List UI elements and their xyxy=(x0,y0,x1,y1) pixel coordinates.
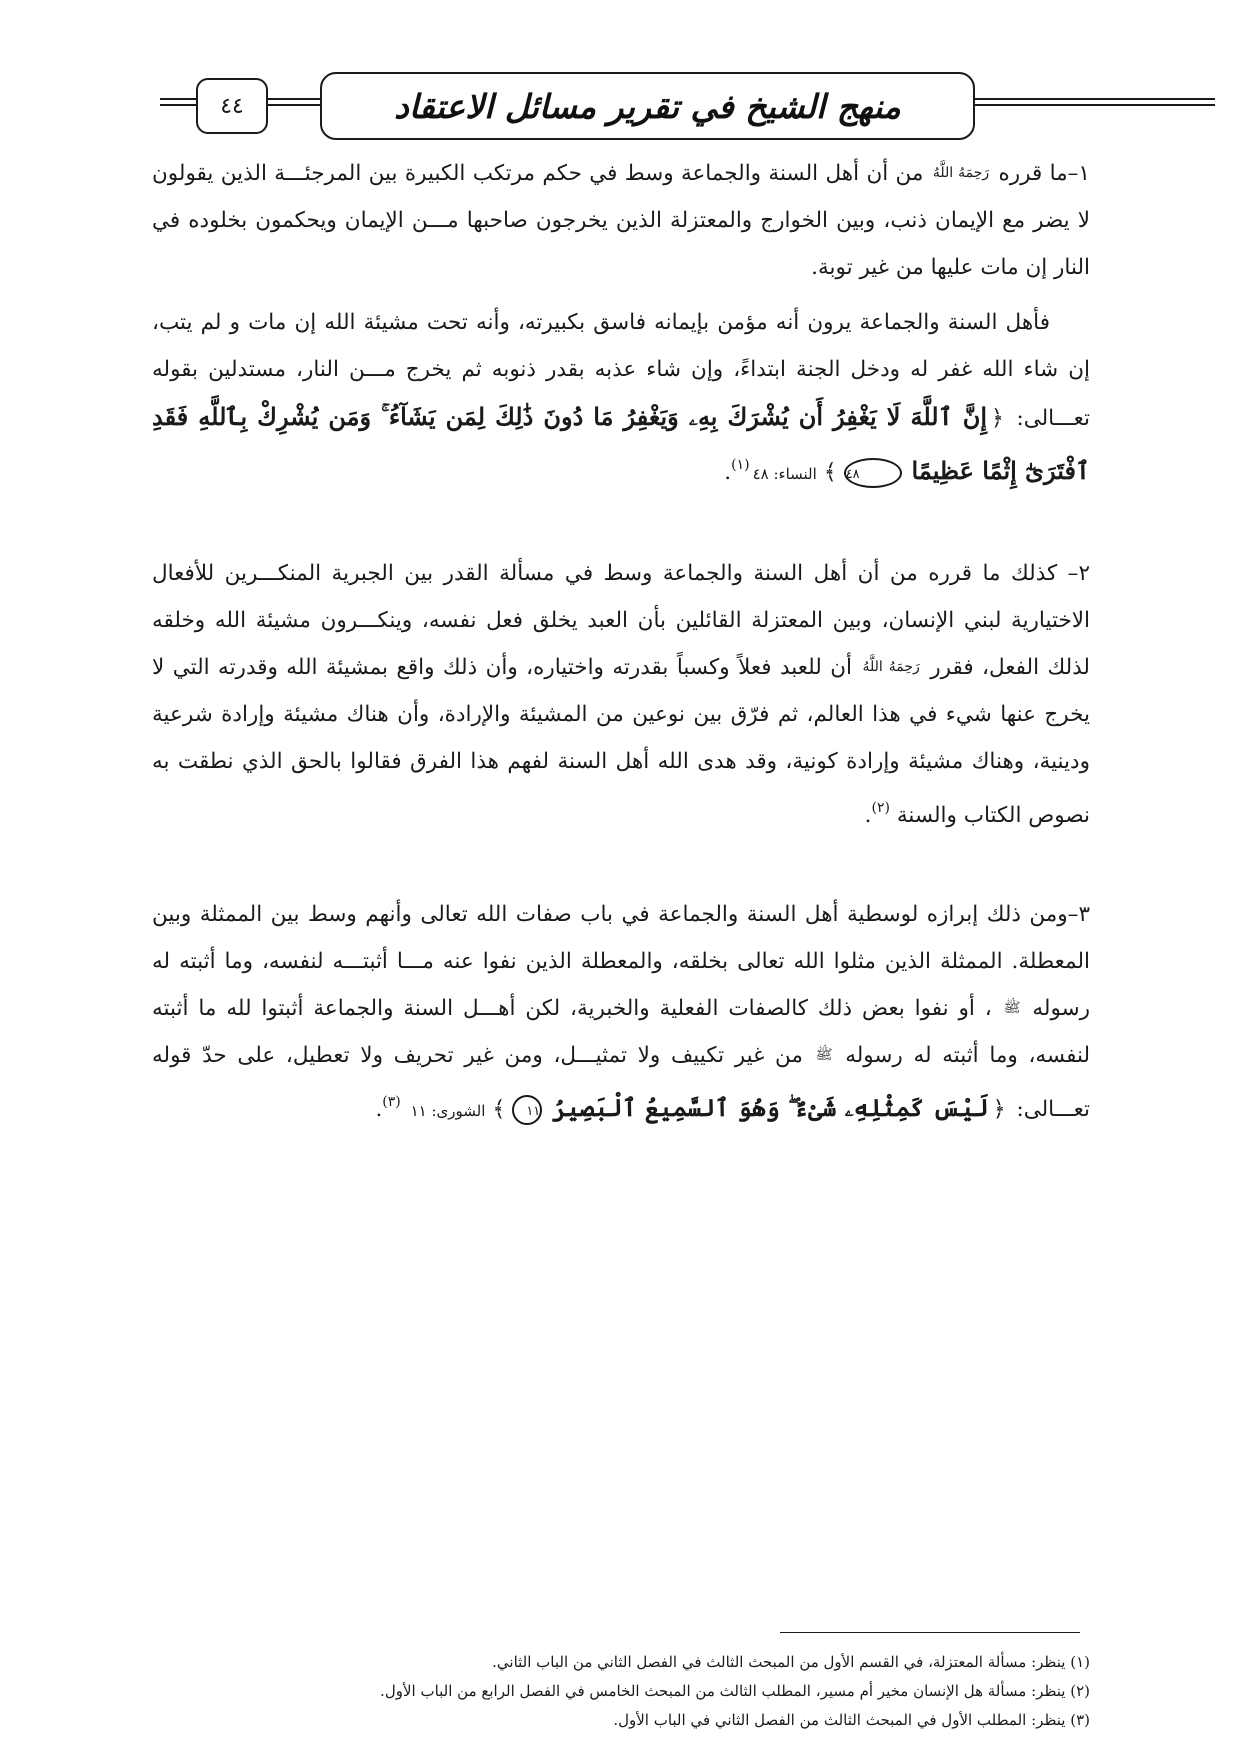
quran-verse-shura-11: لَيْسَ كَمِثْلِهِۦ شَىْءٌ ۖ وَهُوَ ٱلسَّمِيعُ ٱلْبَصِيرُ xyxy=(552,1093,989,1122)
salla-allahu-honorific: ﷺ xyxy=(815,1047,833,1063)
quran-close-bracket: ﴾ xyxy=(823,460,837,485)
footnote-ref-3[interactable]: (٣) xyxy=(382,1094,401,1110)
footnote-separator xyxy=(780,1632,1080,1633)
verse-reference: الشورى: ١١ xyxy=(410,1102,486,1120)
quran-close-bracket: ﴾ xyxy=(492,1097,506,1122)
ayah-number-marker: ١١ xyxy=(512,1095,542,1125)
footnote-3: (٣) ينظر: المطلب الأول في المبحث الثالث من الفصل الثاني في الباب الأول. xyxy=(613,1711,1090,1729)
ayah-number-marker: ٤٨ xyxy=(844,458,902,488)
footnote-1: (١) ينظر: مسألة المعتزلة، في القسم الأول من المبحث الثالث في الفصل الثاني من الباب الثاني. xyxy=(492,1653,1090,1671)
quran-open-bracket: ﴿ xyxy=(992,1097,1006,1122)
section-1-paragraph-1: ١–ما قرره رَحِمَهُ اللَّهُ من أن أهل السنة والجماعة وسط في حكم مرتكب الكبيرة بين المرجئـــة الذين يقولون لا يضر مع الإيمان ذنب، وبين الخوارج والمعتزلة الذين يخرجون صاحبها مـــن الإيمان ويحكمون بخلوده في النار إن مات عليها من غير توبة. xyxy=(152,161,1090,280)
section-1-paragraph-2: فأهل السنة والجماعة يرون أنه مؤمن بإيمانه فاسق بكبيرته، وأنه تحت مشيئة الله إن مات و لم يتب، إن شاء الله غفر له ودخل الجنة ابتداءً، وإن شاء عذبه بقدر ذنوبه ثم يخرج مـــن النار، مستدلين بقوله تعـــالى: ﴿إِنَّ ٱللَّهَ لَا يَغْفِرُ أَن يُشْرَكَ بِهِۦ وَيَغْفِرُ مَا دُونَ ذَٰلِكَ لِمَن يَشَآءُ ۚ وَمَن يُشْرِكْ بِٱللَّهِ فَقَدِ ٱفْتَرَىٰٓ إِثْمًا عَظِيمًا ٤٨﴾النساء: ٤٨$^{(١)}$. xyxy=(152,299,1090,498)
footnotes xyxy=(152,1648,1090,1735)
footnote-2: (٢) ينظر: مسألة هل الإنسان مخير أم مسير، المطلب الثالث من المبحث الخامس في الفصل الرابع من الباب الأول. xyxy=(380,1682,1090,1700)
verse-reference: النساء: ٤٨ xyxy=(752,465,817,483)
rahimahullah-honorific: رَحِمَهُ اللَّهُ xyxy=(862,659,920,675)
header-rule-right xyxy=(975,98,1215,106)
book-title-frame xyxy=(320,72,975,140)
book-title: منهج الشيخ في تقرير مسائل الاعتقاد xyxy=(394,86,901,126)
rahimahullah-honorific: رَحِمَهُ اللَّهُ xyxy=(932,165,990,181)
header-rule-middle xyxy=(268,98,320,106)
section-spacer xyxy=(152,498,1090,550)
footnote-ref-2[interactable]: (٢) xyxy=(871,800,890,816)
page-number-frame xyxy=(196,78,268,134)
main-text xyxy=(152,150,1090,1135)
header-rule-left xyxy=(160,98,196,106)
quran-verse-nisa-48: إِنَّ ٱللَّهَ لَا يَغْفِرُ أَن يُشْرَكَ بِهِۦ وَيَغْفِرُ مَا دُونَ ذَٰلِكَ لِمَن يَشَآءُ ۚ وَمَن يُشْرِكْ بِٱللَّهِ فَقَدِ ٱفْتَرَىٰٓ إِثْمًا عَظِيمًا xyxy=(152,402,1090,485)
section-spacer xyxy=(152,839,1090,891)
section-2-paragraph: ٢– كذلك ما قرره من أن أهل السنة والجماعة وسط في مسألة القدر بين الجبرية المنكـــرين للأفعال الاختيارية لبني الإنسان، وبين المعتزلة القائلين بأن العبد يخلق فعل نفسه، وينكـــرون مشيئة الله وخلقه لذلك الفعل، فقرر رَحِمَهُ اللَّهُ أن للعبد فعلاً وكسباً بقدرته واختياره، وأن ذلك واقع بمشيئة الله وقدرته التي لا يخرج عنها شيء في هذا العالم، ثم فرّق بين نوعين من المشيئة والإرادة، وأن هناك مشيئة وإرادة شرعية ودينية، وهناك مشيئة وإرادة كونية، وقد هدى الله أهل السنة لفهم هذا الفرق فقالوا بالحق الذي نطقت به نصوص الكتاب والسنة $^{(٢)}$. xyxy=(152,561,1090,828)
section-3-paragraph: ٣–ومن ذلك إبرازه لوسطية أهل السنة والجماعة في باب صفات الله تعالى وأنهم وسط بين الممثلة وبين المعطلة. الممثلة الذين مثلوا الله تعالى بخلقه، والمعطلة الذين نفوا عنه مـــا أثبتـــه لنفسه، وما أثبته له رسوله ﷺ ، أو نفوا بعض ذلك كالصفات الفعلية والخبرية، لكن أهـــل السنة والجماعة أثبتوا لله ما أثبته لنفسه، وما أثبته له رسوله ﷺ من غير تكييف ولا تمثيـــل، ومن غير تحريف ولا تعطيل، على حدّ قوله تعـــالى: ﴿لَيْسَ كَمِثْلِهِۦ شَىْءٌ ۖ وَهُوَ ٱلسَّمِيعُ ٱلْبَصِيرُ ١١﴾الشورى: ١١ $^{(٣)}$. xyxy=(152,891,1090,1135)
quran-open-bracket: ﴿ xyxy=(991,406,1004,431)
salla-allahu-honorific: ﷺ xyxy=(1003,1000,1021,1016)
page-number: ٤٤ xyxy=(220,93,244,119)
footnote-ref-1[interactable]: (١) xyxy=(731,457,750,473)
